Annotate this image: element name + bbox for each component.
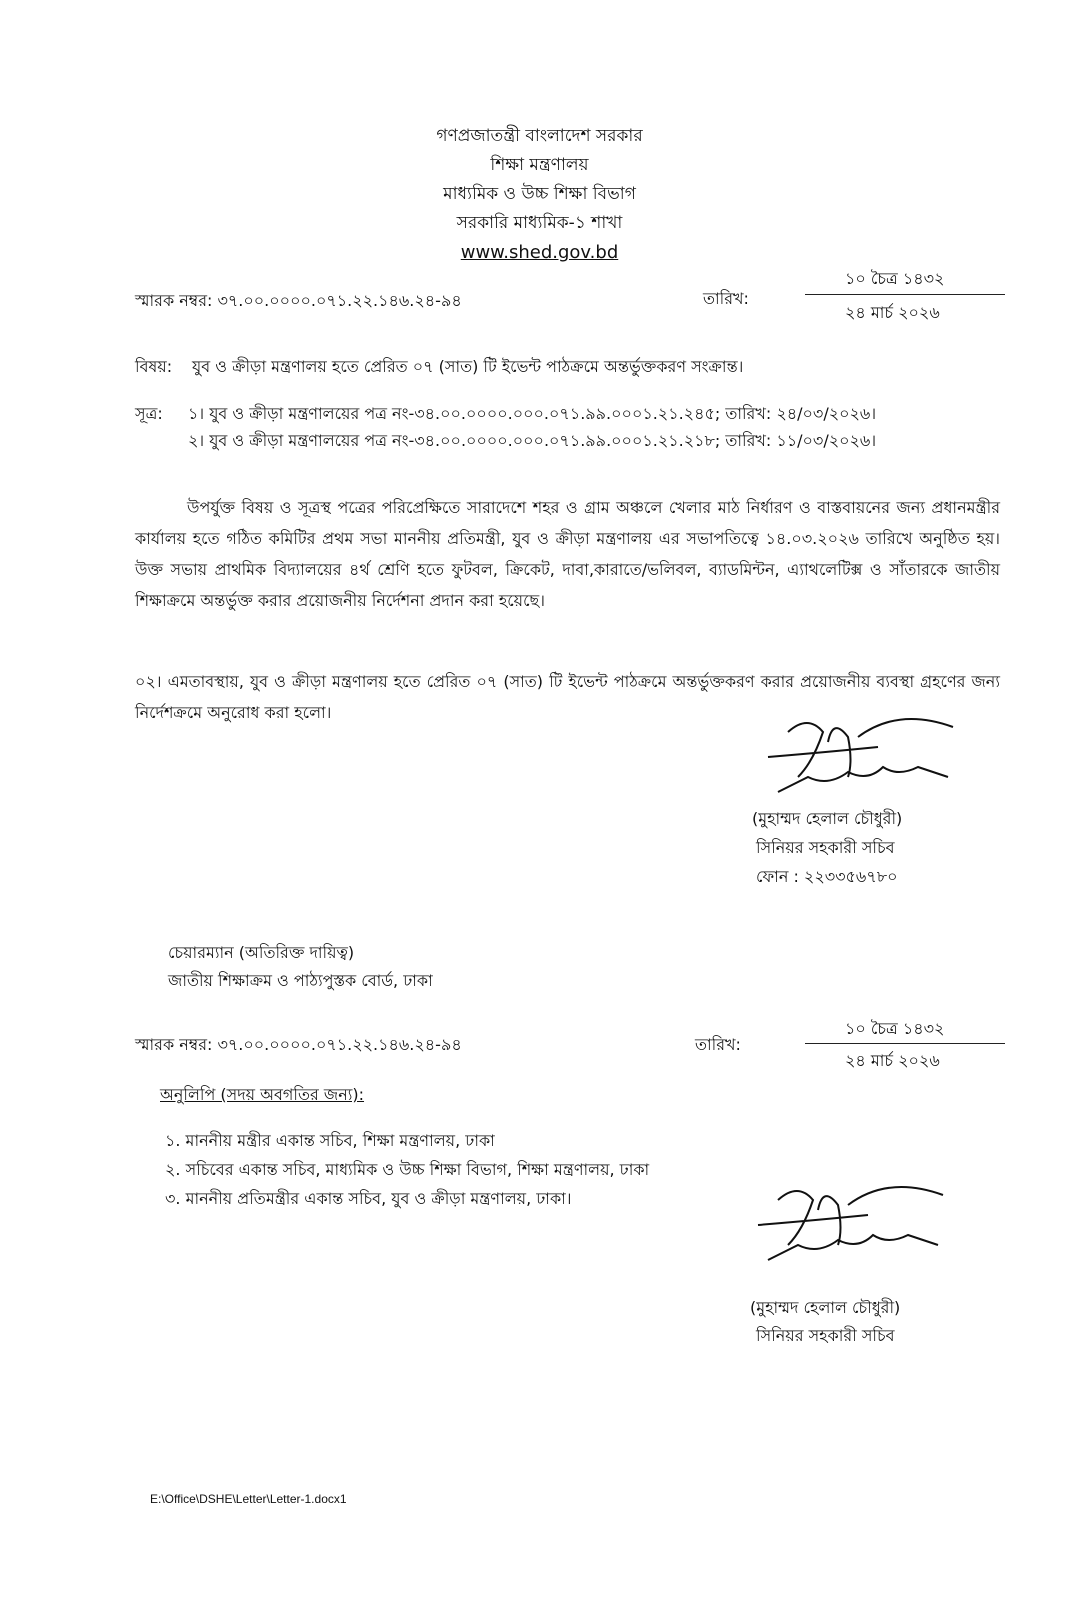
- date-bangla: ১০ চৈত্র ১৪৩২: [845, 269, 945, 288]
- date-divider-2: [805, 1043, 1005, 1044]
- body-paragraph-2: ০২। এমতাবস্থায়, যুব ও ক্রীড়া মন্ত্রণালয় হতে প্রেরিত ০৭ (সাত) টি ইভেন্ট পাঠক্রমে অন্তর্ভুক্তকরণ করার প্রয়োজনীয় ব্যবস্থা গ্রহণের জন্য নির্দেশক্রমে অনুরোধ করা হলো।: [135, 672, 1000, 722]
- copy-item: ১. মাননীয় মন্ত্রীর একান্ত সচিব, শিক্ষা মন্ত্রণালয়, ঢাকা: [165, 1131, 495, 1150]
- file-path: E:\Office\DSHE\Letter\Letter-1.docx1: [150, 1492, 347, 1506]
- reference-item: ২। যুব ও ক্রীড়া মন্ত্রণালয়ের পত্র নং-৩৪.০০.০০০০.০০০.০৭১.৯৯.০০০১.২১.২১৮; তারিখ: ১১/০৩/২০২৬।: [188, 431, 877, 450]
- copy-item: ৩. মাননীয় প্রতিমন্ত্রীর একান্ত সচিব, যুব ও ক্রীড়া মন্ত্রণালয়, ঢাকা।: [165, 1189, 572, 1208]
- recipient-org: জাতীয় শিক্ষাক্রম ও পাঠ্যপুস্তক বোর্ড, ঢাকা: [168, 971, 433, 990]
- date-english: ২৪ মার্চ ২০২৬: [845, 303, 940, 322]
- reference-label: সূত্র:: [135, 404, 163, 423]
- date-english-2: ২৪ মার্চ ২০২৬: [845, 1051, 940, 1070]
- copy-item: ২. সচিবের একান্ত সচিব, মাধ্যমিক ও উচ্চ শিক্ষা বিভাগ, শিক্ষা মন্ত্রণালয়, ঢাকা: [165, 1160, 650, 1179]
- website-link[interactable]: www.shed.gov.bd: [460, 242, 619, 263]
- date-bangla-2: ১০ চৈত্র ১৪৩২: [845, 1019, 945, 1038]
- subject-text: যুব ও ক্রীড়া মন্ত্রণালয় হতে প্রেরিত ০৭ (সাত) টি ইভেন্ট পাঠক্রমে অন্তর্ভুক্তকরণ সংক্রান্ত।: [192, 357, 744, 376]
- ministry-name: শিক্ষা মন্ত্রণালয়: [490, 155, 589, 175]
- subject-label: বিষয়:: [135, 357, 173, 376]
- date-divider: [805, 294, 1005, 295]
- reference-item: ১। যুব ও ক্রীড়া মন্ত্রণালয়ের পত্র নং-৩৪.০০.০০০০.০০০.০৭১.৯৯.০০০১.২১.২৪৫; তারিখ: ২৪/০৩/২০২৬।: [188, 404, 877, 423]
- recipient-title: চেয়ারম্যান (অতিরিক্ত দায়িত্ব): [168, 943, 355, 962]
- letterhead: [0, 122, 1079, 267]
- division-name: মাধ্যমিক ও উচ্চ শিক্ষা বিভাগ: [443, 184, 636, 204]
- memo-number: স্মারক নম্বর: ৩৭.০০.০০০০.০৭১.২২.১৪৬.২৪-৯৪: [135, 291, 462, 310]
- signature-image: [758, 712, 968, 802]
- branch-name: সরকারি মাধ্যমিক-১ শাখা: [456, 213, 623, 233]
- signatory-name-2: (মুহাম্মদ হেলাল চৌধুরী): [750, 1298, 901, 1317]
- body-paragraph-1: উপর্যুক্ত বিষয় ও সূত্রস্থ পত্রের পরিপ্রেক্ষিতে সারাদেশে শহর ও গ্রাম অঞ্চলে খেলার মাঠ নির্ধারণ ও বাস্তবায়নের জন্য প্রধানমন্ত্রীর কার্যালয় হতে গঠিত কমিটির প্রথম সভা মাননীয় প্রতিমন্ত্রী, যুব ও ক্রীড়া মন্ত্রণালয় এর সভাপতিত্বে ১৪.০৩.২০২৬ তারিখে অনুষ্ঠিত হয়। উক্ত সভায় প্রাথমিক বিদ্যালয়ের ৪র্থ শ্রেণি হতে ফুটবল, ক্রিকেট, দাবা,কারাতে/ভলিবল, ব্যাডমিন্টন, এ্যাথলেটিক্স ও সাঁতারকে জাতীয় শিক্ষাক্রমে অন্তর্ভুক্ত করার প্রয়োজনীয় নির্দেশনা প্রদান করা হয়েছে।: [135, 498, 1000, 610]
- copy-heading: অনুলিপি (সদয় অবগতির জন্য):: [160, 1085, 365, 1104]
- signatory-phone: ফোন : ২২৩৩৫৬৭৮০: [756, 867, 898, 886]
- date-label-2: তারিখ:: [695, 1035, 741, 1054]
- signatory-designation-2: সিনিয়র সহকারী সচিব: [756, 1326, 895, 1345]
- signature-image-2: [748, 1180, 958, 1270]
- signatory-name: (মুহাম্মদ হেলাল চৌধুরী): [752, 809, 903, 828]
- date-label: তারিখ:: [703, 289, 749, 308]
- signatory-designation: সিনিয়র সহকারী সচিব: [756, 838, 895, 857]
- govt-name: গণপ্রজাতন্ত্রী বাংলাদেশ সরকার: [436, 126, 643, 146]
- memo-number-2: স্মারক নম্বর: ৩৭.০০.০০০০.০৭১.২২.১৪৬.২৪-৯৪: [135, 1035, 462, 1054]
